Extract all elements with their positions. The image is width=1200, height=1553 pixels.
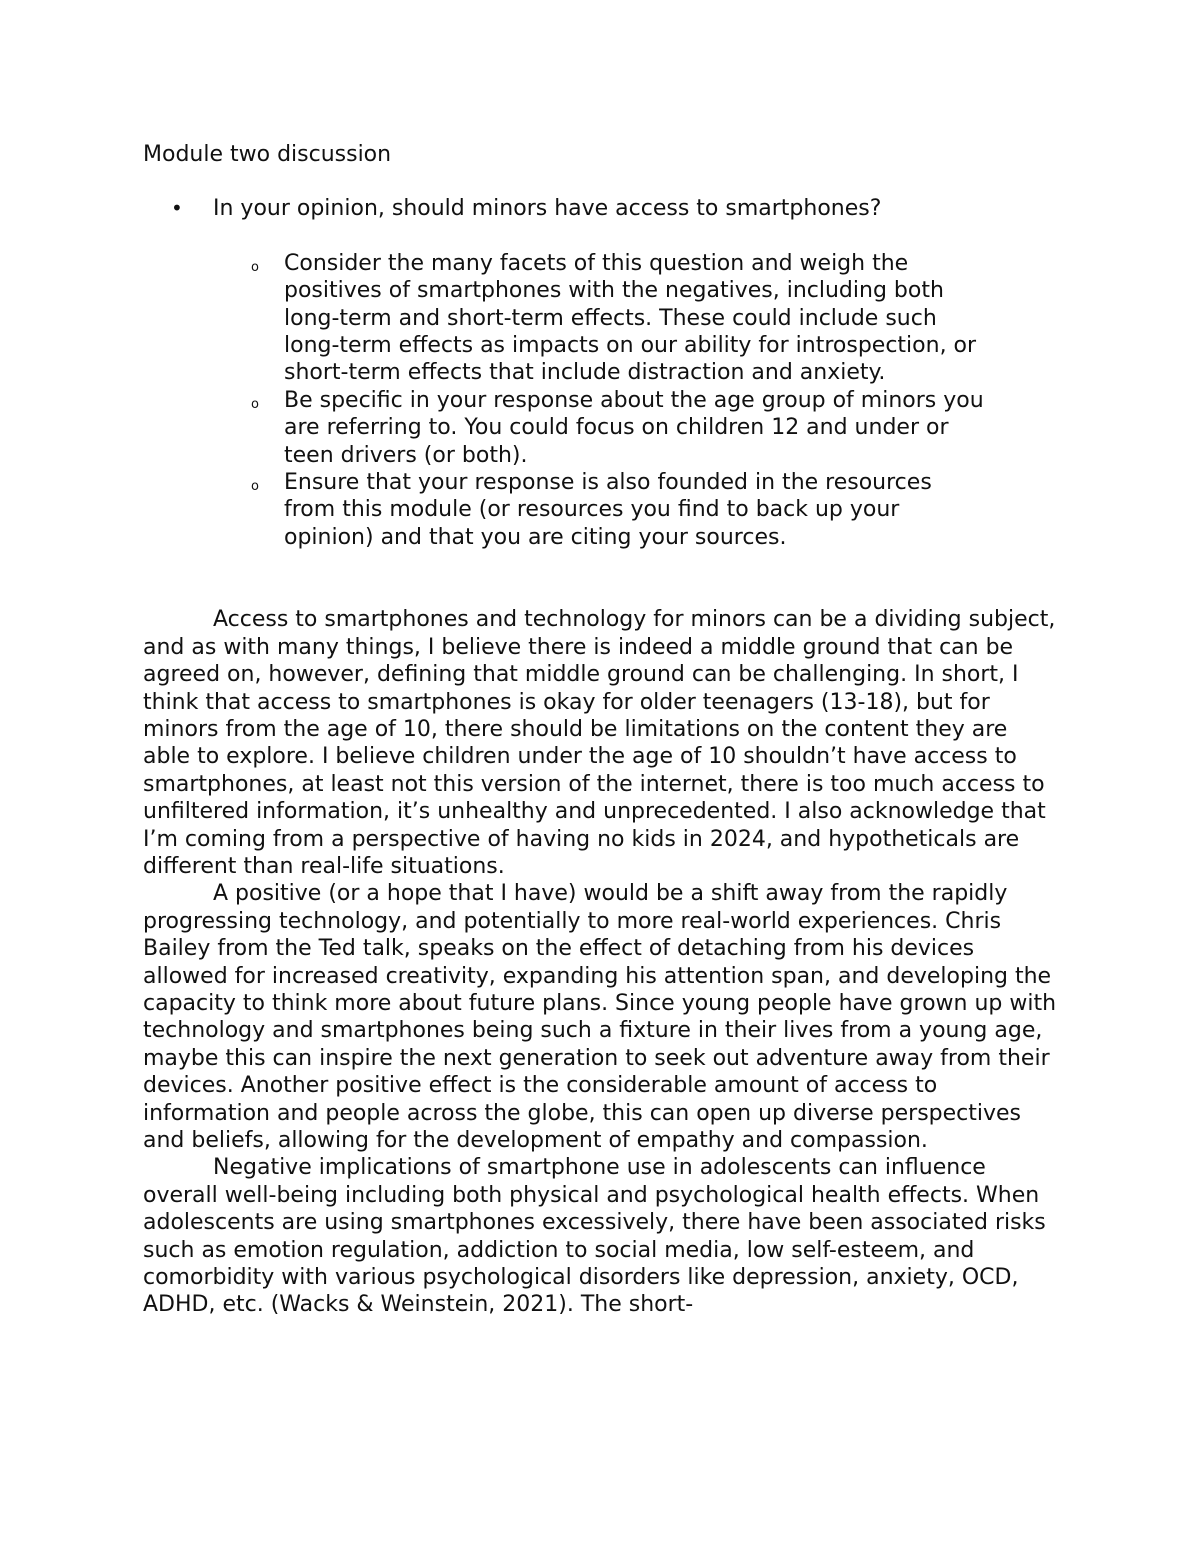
- guideline-text: Ensure that your response is also founded in the resources from this module (or resources you find to back up your opinion) and that you are citing your sources.: [284, 470, 932, 550]
- question-list: [143, 195, 1058, 551]
- sub-bullet-icon: o: [251, 479, 259, 495]
- guideline-item: [143, 469, 988, 551]
- bullet-icon: •: [171, 196, 183, 221]
- question-item: [143, 195, 1058, 551]
- essay-response: [143, 606, 1058, 1319]
- guideline-text: Consider the many facets of this question and weigh the positives of smartphones with the negatives, including both long-term and short-term effects. These could include such long-term effects as impacts on our ability for introspection, or short-term effects that include distraction and anxiety.: [284, 250, 977, 386]
- essay-paragraph: A positive (or a hope that I have) would be a shift away from the rapidly progressing technology, and potentially to more real-world experiences. Chris Bailey from the Ted talk, speaks on the effect of detaching from his devices allowed for increased creativity, expanding his attention span, and developing the capacity to think more about future plans. Since young people have grown up with technology and smartphones being such a fixture in their lives from a young age, maybe this can inspire the next generation to seek out adventure away from their devices. Another positive effect is the considerable amount of access to information and people across the globe, this can open up diverse perspectives and beliefs, allowing for the development of empathy and compassion.: [143, 881, 1057, 1153]
- essay-paragraph: Access to smartphones and technology for minors can be a dividing subject, and as with many things, I believe there is indeed a middle ground that can be agreed on, however, defining that middle ground can be challenging. In short, I think that access to smartphones is okay for older teenagers (13-18), but for minors from the age of 10, there should be limitations on the content they are able to explore. I believe children under the age of 10 shouldn’t have access to smartphones, at least not this version of the internet, there is too much access to unfiltered information, it’s unhealthy and unprecedented. I also acknowledge that I’m coming from a perspective of having no kids in 2024, and hypotheticals are different than real-life situations.: [143, 607, 1056, 879]
- sub-bullet-icon: o: [251, 259, 259, 275]
- guideline-text: Be specific in your response about the age group of minors you are referring to. You could focus on children 12 and under or teen drivers (or both).: [284, 387, 984, 468]
- guidelines-list: [143, 250, 988, 551]
- page-title: Module two discussion: [143, 142, 392, 167]
- document-body: [143, 141, 1058, 1319]
- essay-paragraph: Negative implications of smartphone use in adolescents can influence overall well-being including both physical and psychological health effects. When adolescents are using smartphones excessively, there have been associated risks such as emotion regulation, addiction to social media, low self-esteem, and comorbidity with various psychological disorders like depression, anxiety, OCD, ADHD, etc. (Wacks & Weinstein, 2021). The short-: [143, 1155, 1046, 1318]
- guideline-item: [143, 387, 988, 469]
- question-text: In your opinion, should minors have access to smartphones?: [213, 196, 882, 222]
- guideline-item: [143, 250, 988, 387]
- sub-bullet-icon: o: [251, 396, 259, 412]
